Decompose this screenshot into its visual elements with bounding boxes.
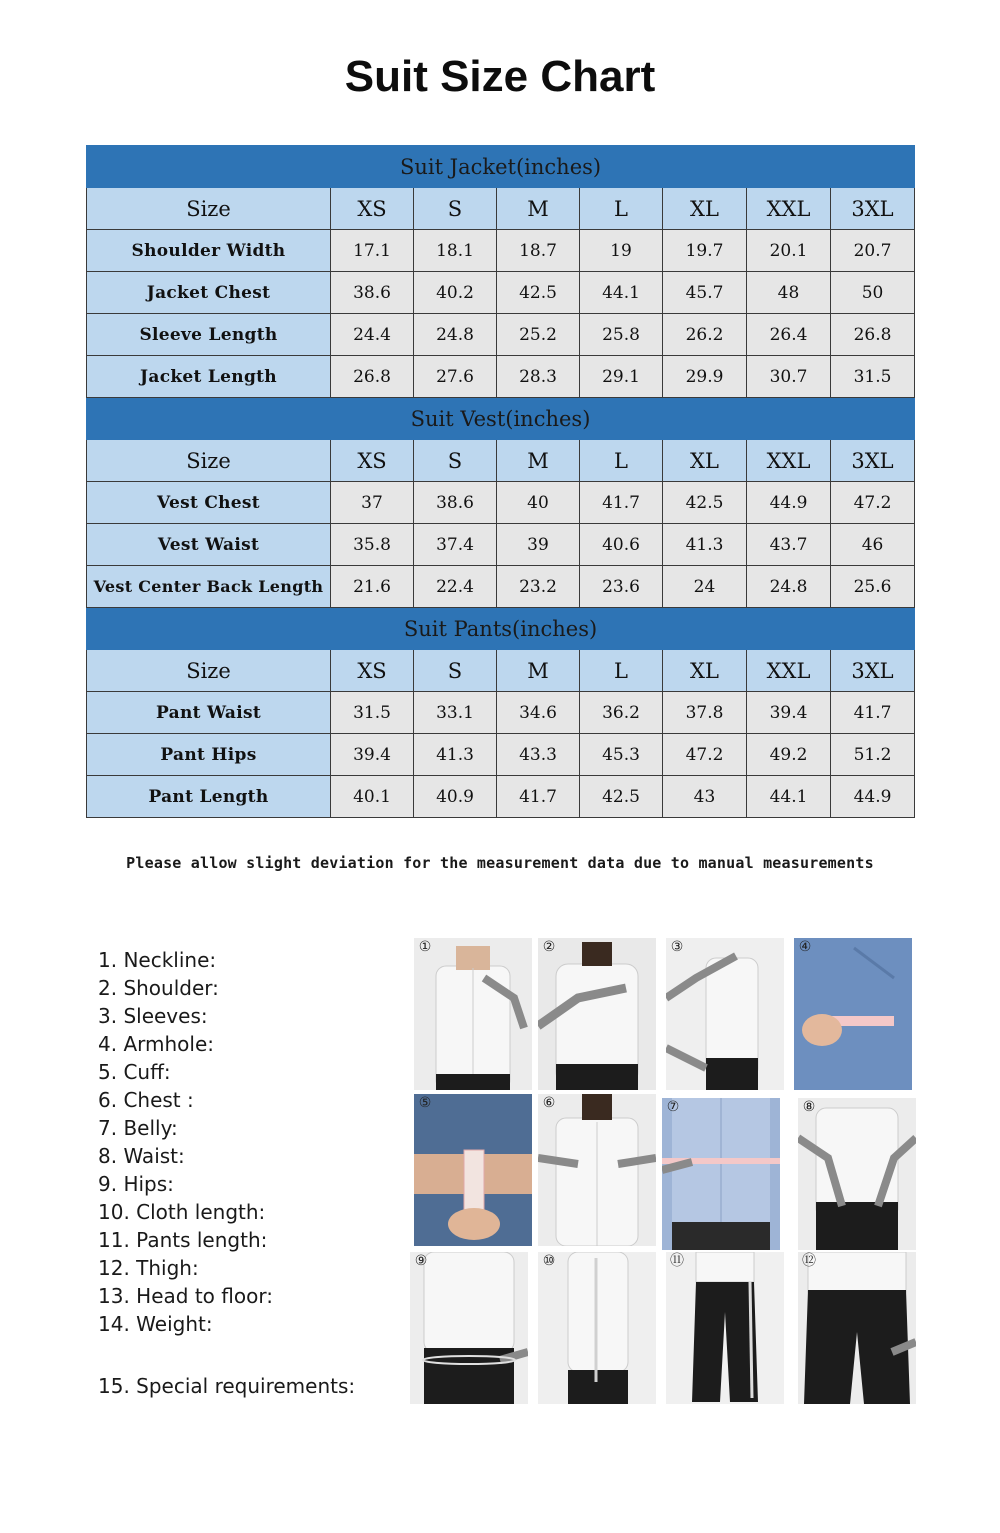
size-header-label: Size	[87, 650, 331, 692]
size-chart-table	[86, 145, 915, 818]
measurement-value: 27.6	[414, 356, 497, 398]
table-row	[87, 524, 915, 566]
measurement-illustration	[414, 938, 532, 1090]
measurement-label: Shoulder Width	[87, 230, 331, 272]
measurement-illustration	[538, 1094, 656, 1246]
measurement-illustration	[666, 1252, 784, 1404]
size-header-label: Size	[87, 440, 331, 482]
section-title: Suit Pants(inches)	[87, 608, 915, 650]
measurement-item: 3. Sleeves:	[98, 1004, 208, 1028]
size-header-l: L	[580, 650, 663, 692]
measurement-value: 26.8	[331, 356, 414, 398]
table-row	[87, 566, 915, 608]
measurement-value: 47.2	[663, 734, 747, 776]
size-header-s: S	[414, 440, 497, 482]
measurement-illustration	[662, 1098, 780, 1250]
measurement-value: 43	[663, 776, 747, 818]
section-title: Suit Vest(inches)	[87, 398, 915, 440]
measurement-photo	[538, 938, 656, 1090]
measurement-value: 21.6	[331, 566, 414, 608]
measurement-item: 13. Head to floor:	[98, 1284, 273, 1308]
measurement-value: 48	[747, 272, 831, 314]
measurement-value: 18.7	[497, 230, 580, 272]
measurement-label: Jacket Length	[87, 356, 331, 398]
measurement-value: 41.3	[414, 734, 497, 776]
measurement-value: 37.4	[414, 524, 497, 566]
measurement-value: 44.9	[831, 776, 915, 818]
measurement-value: 25.8	[580, 314, 663, 356]
size-header-xxl: XXL	[747, 440, 831, 482]
size-header-m: M	[497, 440, 580, 482]
measurement-item: 7. Belly:	[98, 1116, 178, 1140]
size-header-s: S	[414, 650, 497, 692]
measurement-value: 42.5	[663, 482, 747, 524]
measurement-value: 30.7	[747, 356, 831, 398]
size-header-row	[87, 440, 915, 482]
size-header-row	[87, 650, 915, 692]
size-header-xl: XL	[663, 188, 747, 230]
size-header-xs: XS	[331, 188, 414, 230]
measurement-value: 29.1	[580, 356, 663, 398]
measurement-value: 47.2	[831, 482, 915, 524]
measurement-value: 17.1	[331, 230, 414, 272]
measurement-value: 44.9	[747, 482, 831, 524]
measurement-illustration	[414, 1094, 532, 1246]
size-header-m: M	[497, 650, 580, 692]
measurement-label: Vest Chest	[87, 482, 331, 524]
measurement-value: 40.9	[414, 776, 497, 818]
table-row	[87, 692, 915, 734]
measurement-photo	[414, 1094, 532, 1246]
measurement-value: 45.3	[580, 734, 663, 776]
measurement-value: 28.3	[497, 356, 580, 398]
size-header-3xl: 3XL	[831, 188, 915, 230]
measurement-illustration	[798, 1252, 916, 1404]
measurement-value: 40.6	[580, 524, 663, 566]
measurement-value: 39.4	[747, 692, 831, 734]
measurement-label: Pant Length	[87, 776, 331, 818]
measurement-photo	[538, 1094, 656, 1246]
size-header-xs: XS	[331, 440, 414, 482]
measurement-item: 8. Waist:	[98, 1144, 185, 1168]
table-row	[87, 230, 915, 272]
measurement-illustration	[798, 1098, 916, 1250]
photo-number: ⑩	[542, 1253, 556, 1269]
measurement-value: 44.1	[747, 776, 831, 818]
photo-number: ②	[542, 939, 556, 955]
photo-number: ⑫	[802, 1253, 816, 1269]
measurement-item: 11. Pants length:	[98, 1228, 268, 1252]
measurement-item: 1. Neckline:	[98, 948, 217, 972]
size-header-xl: XL	[663, 440, 747, 482]
size-header-l: L	[580, 188, 663, 230]
measurement-item: 15. Special requirements:	[98, 1374, 356, 1398]
size-header-label: Size	[87, 188, 331, 230]
measurement-value: 42.5	[497, 272, 580, 314]
measurement-value: 50	[831, 272, 915, 314]
measurement-value: 23.2	[497, 566, 580, 608]
measurement-photo	[414, 938, 532, 1090]
measurement-value: 25.6	[831, 566, 915, 608]
measurement-item: 2. Shoulder:	[98, 976, 219, 1000]
measurement-value: 29.9	[663, 356, 747, 398]
measurement-photo	[410, 1252, 528, 1404]
measurement-value: 20.1	[747, 230, 831, 272]
measurement-value: 37	[331, 482, 414, 524]
measurement-value: 41.7	[497, 776, 580, 818]
measurement-value: 19	[580, 230, 663, 272]
measurement-item: 12. Thigh:	[98, 1256, 199, 1280]
measurement-value: 26.8	[831, 314, 915, 356]
size-header-row	[87, 188, 915, 230]
size-header-xs: XS	[331, 650, 414, 692]
photo-number: ⑤	[418, 1095, 432, 1111]
measurement-label: Pant Hips	[87, 734, 331, 776]
photo-number: ⑪	[670, 1253, 684, 1269]
measurement-item: 9. Hips:	[98, 1172, 174, 1196]
measurement-value: 40	[497, 482, 580, 524]
measurement-item: 14. Weight:	[98, 1312, 213, 1336]
measurement-photo	[666, 938, 784, 1090]
measurement-illustration	[794, 938, 912, 1090]
measurement-label: Vest Waist	[87, 524, 331, 566]
measurement-value: 36.2	[580, 692, 663, 734]
measurement-value: 35.8	[331, 524, 414, 566]
measurement-value: 18.1	[414, 230, 497, 272]
measurement-value: 25.2	[497, 314, 580, 356]
measurement-label: Sleeve Length	[87, 314, 331, 356]
measurement-value: 39	[497, 524, 580, 566]
measurement-value: 33.1	[414, 692, 497, 734]
measurement-item: 10. Cloth length:	[98, 1200, 266, 1224]
measurement-value: 19.7	[663, 230, 747, 272]
table-row	[87, 314, 915, 356]
measurement-photo	[794, 938, 912, 1090]
measurement-value: 43.7	[747, 524, 831, 566]
measurement-value: 26.2	[663, 314, 747, 356]
measurement-list	[98, 946, 355, 1400]
measurement-value: 26.4	[747, 314, 831, 356]
page-title: Suit Size Chart	[344, 52, 656, 101]
measurement-note: Please allow slight deviation for the measurement data due to manual measurements	[126, 854, 874, 872]
measurement-value: 31.5	[331, 692, 414, 734]
size-header-3xl: 3XL	[831, 440, 915, 482]
measurement-value: 43.3	[497, 734, 580, 776]
measurement-value: 34.6	[497, 692, 580, 734]
size-header-s: S	[414, 188, 497, 230]
measurement-value: 24.4	[331, 314, 414, 356]
table-row	[87, 272, 915, 314]
measurement-photo	[666, 1252, 784, 1404]
measurement-value: 23.6	[580, 566, 663, 608]
section-title-row	[87, 146, 915, 188]
measurement-value: 40.1	[331, 776, 414, 818]
section-title: Suit Jacket(inches)	[87, 146, 915, 188]
measurement-photo	[662, 1098, 780, 1250]
measurement-value: 42.5	[580, 776, 663, 818]
size-header-3xl: 3XL	[831, 650, 915, 692]
measurement-label: Jacket Chest	[87, 272, 331, 314]
measurement-value: 41.3	[663, 524, 747, 566]
measurement-value: 22.4	[414, 566, 497, 608]
measurement-illustration	[538, 1252, 656, 1404]
measurement-value: 24.8	[414, 314, 497, 356]
photo-number: ⑧	[802, 1099, 816, 1115]
measurement-value: 40.2	[414, 272, 497, 314]
size-header-m: M	[497, 188, 580, 230]
measurement-value: 44.1	[580, 272, 663, 314]
measurement-value: 45.7	[663, 272, 747, 314]
measurement-value: 38.6	[414, 482, 497, 524]
size-header-xxl: XXL	[747, 188, 831, 230]
photo-number: ⑨	[414, 1253, 428, 1269]
measurement-illustration	[410, 1252, 528, 1404]
table-row	[87, 776, 915, 818]
measurement-illustration	[538, 938, 656, 1090]
measurement-value: 39.4	[331, 734, 414, 776]
measurement-label: Vest Center Back Length	[87, 566, 331, 608]
measurement-photo	[538, 1252, 656, 1404]
section-title-row	[87, 398, 915, 440]
size-header-xl: XL	[663, 650, 747, 692]
measurement-value: 20.7	[831, 230, 915, 272]
photo-number: ④	[798, 939, 812, 955]
measurement-value: 24	[663, 566, 747, 608]
measurement-item: 4. Armhole:	[98, 1032, 214, 1056]
measurement-value: 49.2	[747, 734, 831, 776]
measurement-photo-grid	[410, 934, 918, 1410]
measurement-illustration	[666, 938, 784, 1090]
measurement-value: 38.6	[331, 272, 414, 314]
photo-number: ⑥	[542, 1095, 556, 1111]
table-row	[87, 734, 915, 776]
photo-number: ⑦	[666, 1099, 680, 1115]
measurement-label: Pant Waist	[87, 692, 331, 734]
section-title-row	[87, 608, 915, 650]
measurement-value: 46	[831, 524, 915, 566]
size-header-l: L	[580, 440, 663, 482]
measurement-value: 51.2	[831, 734, 915, 776]
measurement-value: 41.7	[580, 482, 663, 524]
photo-number: ①	[418, 939, 432, 955]
photo-number: ③	[670, 939, 684, 955]
measurement-value: 37.8	[663, 692, 747, 734]
measurement-value: 31.5	[831, 356, 915, 398]
table-row	[87, 356, 915, 398]
measurement-item: 6. Chest :	[98, 1088, 194, 1112]
table-row	[87, 482, 915, 524]
measurement-photo	[798, 1252, 916, 1404]
measurement-item: 5. Cuff:	[98, 1060, 171, 1084]
measurement-value: 41.7	[831, 692, 915, 734]
measurement-photo	[798, 1098, 916, 1250]
size-header-xxl: XXL	[747, 650, 831, 692]
measurement-value: 24.8	[747, 566, 831, 608]
